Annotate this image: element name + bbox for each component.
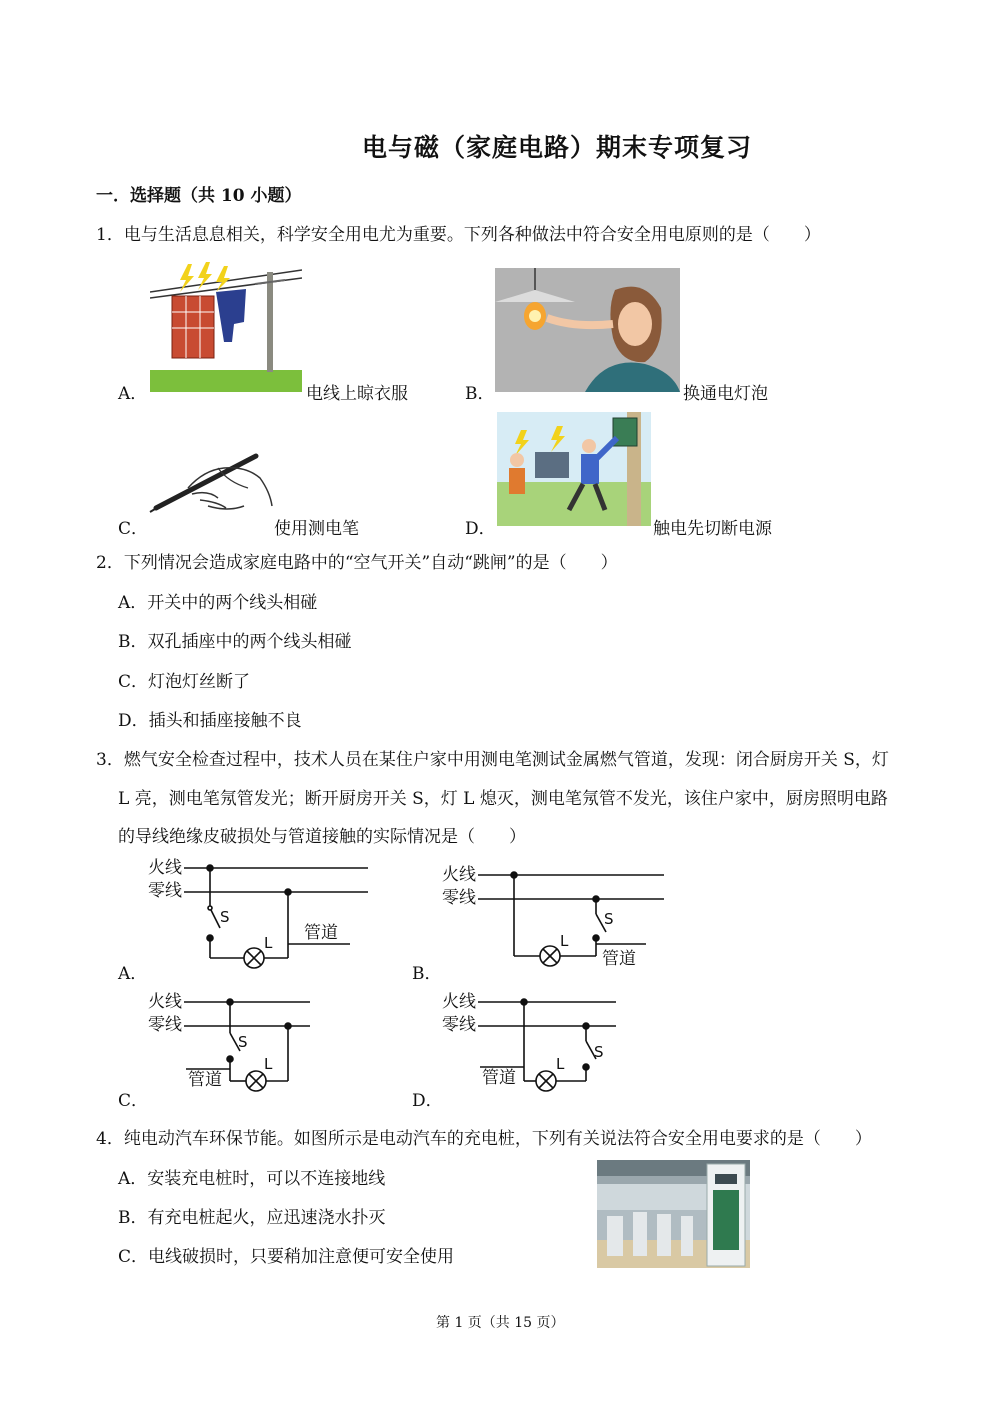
page-number: 第 1 页（共 15 页） xyxy=(436,1315,565,1331)
q1-option-a-caption: 电线上晾衣服 xyxy=(306,384,408,404)
q3-option-d-letter: D． xyxy=(412,1091,443,1111)
q3-circuit-a xyxy=(146,852,376,974)
switch-label: S xyxy=(220,908,230,926)
q3-stem-line1: 3．燃气安全检查过程中，技术人员在某住户家中用测电笔测试金属燃气管道，发现：闭合厨房开关 S，灯 xyxy=(96,750,889,770)
section-heading: 一．选择题（共 10 小题） xyxy=(96,186,302,206)
q3-circuit-d xyxy=(440,985,670,1105)
page-title: 电与磁（家庭电路）期末专项复习 xyxy=(362,133,753,162)
switch-label: S xyxy=(604,910,614,928)
q2-option-a: A．开关中的两个线头相碰 xyxy=(118,593,318,613)
q2-option-b: B．双孔插座中的两个线头相碰 xyxy=(118,632,352,652)
q1-option-c-caption: 使用测电笔 xyxy=(274,519,359,539)
pipe-label: 管道 xyxy=(602,949,636,969)
q3-option-c-letter: C． xyxy=(118,1091,149,1111)
q4-option-b: B．有充电桩起火，应迅速浇水扑灭 xyxy=(118,1208,386,1228)
q1-image-cut-power xyxy=(497,412,651,526)
q2-option-d: D．插头和插座接触不良 xyxy=(118,711,302,731)
neutral-wire-label: 零线 xyxy=(442,888,476,908)
pipe-label: 管道 xyxy=(304,923,338,943)
q4-option-c: C．电线破损时，只要稍加注意便可安全使用 xyxy=(118,1247,455,1267)
q2-stem: 2．下列情况会造成家庭电路中的“空气开关”自动“跳闸”的是（ ） xyxy=(96,553,618,573)
q1-stem: 1．电与生活息息相关，科学安全用电尤为重要。下列各种做法中符合安全用电原则的是（ ） xyxy=(96,225,821,245)
switch-label: S xyxy=(238,1033,248,1051)
q1-option-d-caption: 触电先切断电源 xyxy=(653,519,772,539)
live-wire-label: 火线 xyxy=(148,992,182,1012)
q1-option-b-caption: 换通电灯泡 xyxy=(683,384,768,404)
neutral-wire-label: 零线 xyxy=(148,1015,182,1035)
q1-option-d-letter: D． xyxy=(465,519,496,539)
q1-image-test-pen xyxy=(148,448,273,524)
q3-option-a-letter: A． xyxy=(118,964,148,984)
live-wire-label: 火线 xyxy=(148,858,182,878)
q3-stem-line3: 的导线绝缘皮破损处与管道接触的实际情况是（ ） xyxy=(118,827,526,847)
lamp-label: L xyxy=(560,932,569,950)
q1-image-bulb-change xyxy=(495,268,680,392)
q1-image-clothes-on-wire xyxy=(150,262,302,392)
neutral-wire-label: 零线 xyxy=(442,1015,476,1035)
pipe-label: 管道 xyxy=(482,1068,516,1088)
lamp-label: L xyxy=(264,934,273,952)
live-wire-label: 火线 xyxy=(442,865,476,885)
q4-stem: 4．纯电动汽车环保节能。如图所示是电动汽车的充电桩，下列有关说法符合安全用电要求的是（ ） xyxy=(96,1129,872,1149)
q1-option-a-letter: A． xyxy=(118,384,148,404)
q3-stem-line2: L 亮，测电笔氖管发光；断开厨房开关 S，灯 L 熄灭，测电笔氖管不发光，该住户家中，厨房照明电路 xyxy=(118,789,888,809)
q4-option-a: A．安装充电桩时，可以不连接地线 xyxy=(118,1169,386,1189)
q1-option-b-letter: B． xyxy=(465,384,495,404)
lamp-label: L xyxy=(264,1055,273,1073)
neutral-wire-label: 零线 xyxy=(148,881,182,901)
switch-label: S xyxy=(594,1043,604,1061)
q1-option-c-letter: C． xyxy=(118,519,149,539)
live-wire-label: 火线 xyxy=(442,992,476,1012)
q3-circuit-c xyxy=(146,985,376,1105)
lamp-label: L xyxy=(556,1055,565,1073)
q2-option-c: C．灯泡灯丝断了 xyxy=(118,672,251,692)
pipe-label: 管道 xyxy=(188,1070,222,1090)
q3-circuit-b xyxy=(440,858,670,976)
q4-image-charging-pile xyxy=(597,1160,750,1268)
q3-option-b-letter: B． xyxy=(412,964,442,984)
